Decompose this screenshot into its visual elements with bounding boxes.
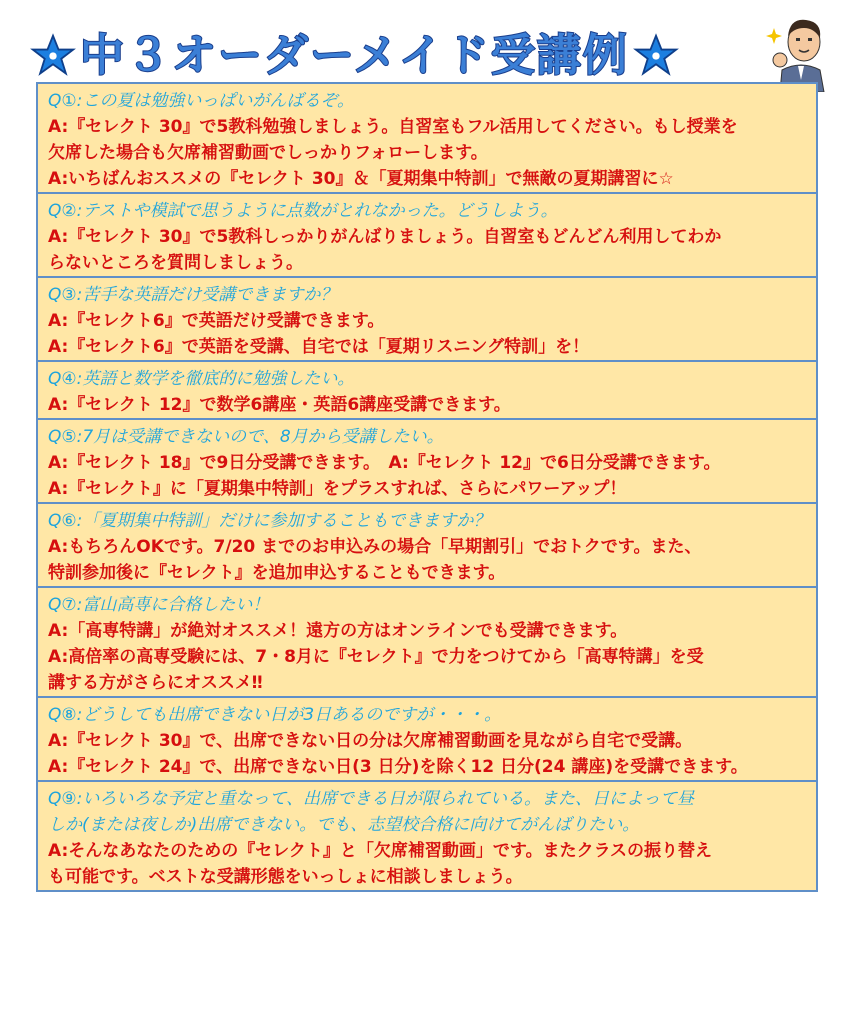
answer-text: A:いちばんおススメの『セレクト 30』＆「夏期集中特訓」で無敵の夏期講習に☆ xyxy=(48,169,674,189)
qa-item-3 xyxy=(38,278,816,362)
question-text: Q⑥:「夏期集中特訓」だけに参加することもできますか？ xyxy=(48,511,491,531)
qa-list xyxy=(36,82,818,892)
answer-text: 特訓参加後に『セレクト』を追加申込することもできます。 xyxy=(48,563,506,583)
answer-text: A:『セレクト6』で英語だけ受講できます。 xyxy=(48,311,385,331)
question-text: Q⑤:7月は受講できないので、8月から受講したい。 xyxy=(48,427,444,447)
qa-item-9 xyxy=(38,782,816,890)
answer-text: A:『セレクト』に「夏期集中特訓」をプラスすれば、さらにパワーアップ！ xyxy=(48,479,627,499)
qa-item-5 xyxy=(38,420,816,504)
question-text: Q③:苦手な英語だけ受講できますか？ xyxy=(48,285,338,305)
answer-text: A:「高専特講」が絶対オススメ！遠方の方はオンラインでも受講できます。 xyxy=(48,621,628,641)
answer-text: A:もちろんOKです。7/20 までのお申込みの場合「早期割引」でおトクです。また、 xyxy=(48,537,702,557)
question-text: Q①:この夏は勉強いっぱいがんばるぞ。 xyxy=(48,91,355,111)
question-text: Q②:テストや模試で思うように点数がとれなかった。どうしよう。 xyxy=(48,201,558,221)
qa-item-1 xyxy=(38,84,816,194)
answer-text: 欠席した場合も欠席補習動画でしっかりフォローします。 xyxy=(48,143,488,163)
answer-text: A:『セレクト 24』で、出席できない日(3 日分)を除く12 日分(24 講座)を受講できます。 xyxy=(48,757,748,777)
question-text: しか(または夜しか)出席できない。でも、志望校合格に向けてがんばりたい。 xyxy=(48,815,640,835)
answer-text: A:『セレクト 18』で9日分受講できます。 A:『セレクト 12』で6日分受講できます。 xyxy=(48,453,721,473)
question-text: Q⑧:どうしても出席できない日が3日あるのですが・・・。 xyxy=(48,705,502,725)
answer-text: A:『セレクト6』で英語を受講、自宅では「夏期リスニング特訓」を！ xyxy=(48,337,590,357)
answer-text: 講する方がさらにオススメ‼ xyxy=(48,673,263,693)
question-text: Q⑦:富山高専に合格したい！ xyxy=(48,595,270,615)
answer-text: A:高倍率の高専受験には、7・8月に『セレクト』で力をつけてから「高専特講」を受 xyxy=(48,647,704,667)
star-icon xyxy=(633,33,679,79)
page-title: 中３オーダーメイド受講例 xyxy=(80,30,629,81)
answer-text: A:『セレクト 12』で数学6講座・英語6講座受講できます。 xyxy=(48,395,511,415)
qa-item-2 xyxy=(38,194,816,278)
qa-item-6 xyxy=(38,504,816,588)
answer-text: A:そんなあなたのための『セレクト』と「欠席補習動画」です。またクラスの振り替え xyxy=(48,841,713,861)
answer-text: も可能です。ベストな受講形態をいっしょに相談しましょう。 xyxy=(48,867,523,887)
answer-text: らないところを質問しましょう。 xyxy=(48,253,303,273)
star-icon xyxy=(30,33,76,79)
page-header xyxy=(30,28,790,84)
qa-item-4 xyxy=(38,362,816,420)
question-text: Q④:英語と数学を徹底的に勉強したい。 xyxy=(48,369,355,389)
answer-text: A:『セレクト 30』で、出席できない日の分は欠席補習動画を見ながら自宅で受講。 xyxy=(48,731,693,751)
question-text: Q⑨:いろいろな予定と重なって、出席できる日が限られている。また、日によって昼 xyxy=(48,789,695,809)
qa-item-8 xyxy=(38,698,816,782)
answer-text: A:『セレクト 30』で5教科勉強しましょう。自習室もフル活用してください。もし授業を xyxy=(48,117,738,137)
teacher-mascot-illustration xyxy=(766,10,836,92)
answer-text: A:『セレクト 30』で5教科しっかりがんばりましょう。自習室もどんどん利用してわか xyxy=(48,227,722,247)
qa-item-7 xyxy=(38,588,816,698)
